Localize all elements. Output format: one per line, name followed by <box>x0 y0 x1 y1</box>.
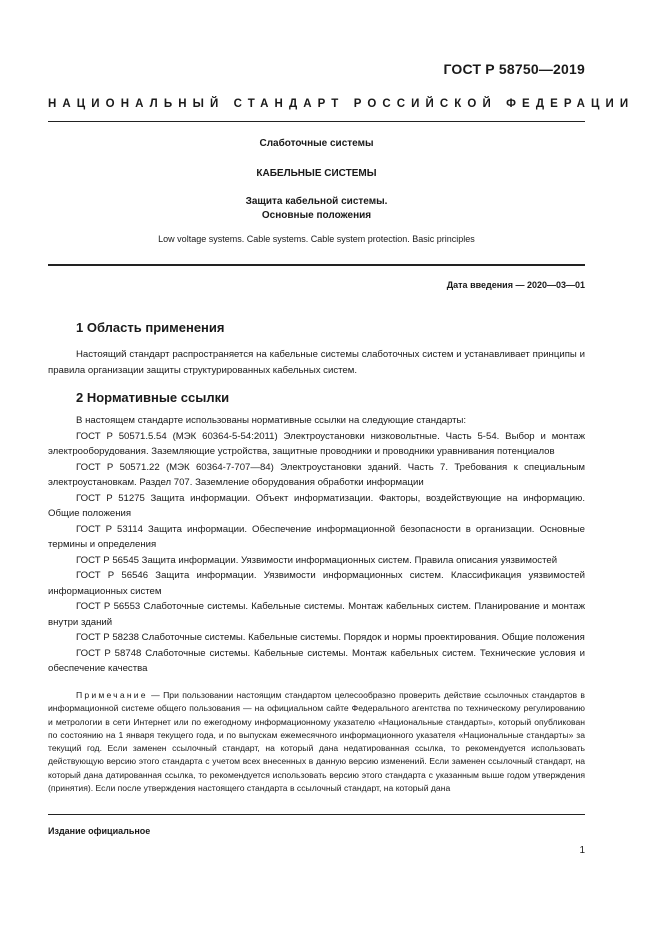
title-divider <box>48 264 585 266</box>
reference-item: ГОСТ Р 50571.22 (МЭК 60364-7-707—84) Электроустановки зданий. Часть 7. Требования к специальным электроустановкам. Раздел 707. Заземление оборудования обработки информации <box>48 461 585 488</box>
title-main: КАБЕЛЬНЫЕ СИСТЕМЫ <box>256 168 377 179</box>
introduction-date: Дата введения — 2020—03—01 <box>446 280 585 290</box>
reference-item: ГОСТ Р 56546 Защита информации. Уязвимости информационных систем. Классификация уязвимостей информационных систем <box>48 570 585 597</box>
official-edition-label: Издание официальное <box>48 826 151 836</box>
references-list <box>48 413 585 677</box>
footer-divider <box>48 814 585 815</box>
title-group-name: Слаботочные системы <box>259 138 374 149</box>
reference-item: ГОСТ Р 51275 Защита информации. Объект информатизации. Факторы, воздействующие на информацию. Общие положения <box>48 492 585 519</box>
title-subtitle-line1: Защита кабельной системы. <box>245 196 388 207</box>
title-subtitle <box>48 195 585 223</box>
header-divider <box>48 121 585 122</box>
title-english: Low voltage systems. Cable systems. Cable system protection. Basic principles <box>158 234 475 244</box>
reference-item: ГОСТ Р 58238 Слаботочные системы. Кабельные системы. Порядок и нормы проектирования. Общие положения <box>76 632 585 643</box>
standard-code: ГОСТ Р 58750—2019 <box>443 61 585 77</box>
note-text: — При пользовании настоящим стандартом целесообразно проверить действие ссылочных стандартов в информационной системе общего пользования — на официальном сайте Федерального агентства по техническому регулированию и метрологии в сети Интернет или по ежегодному информационному указателю «Национальные стандарты», который опубликован по состоянию на 1 января текущего года, и по выпускам ежемесячного информационного указателя «Национальные стандарты» за текущий год. Если заменен ссылочный стандарт, на который дана недатированная ссылка, то рекомендуется использовать действующую версию этого стандарта с учетом всех внесенных в данную версию изменений. Если заменен ссылочный стандарт, на который дана датированная ссылка, то рекомендуется использовать версию этого стандарта с указанным выше годом утверждения (принятия). Если после утверждения настоящего стандарта в ссылочный стандарт, на который дана <box>48 690 586 794</box>
reference-item: ГОСТ Р 53114 Защита информации. Обеспечение информационной безопасности в организации. Основные термины и определения <box>48 523 585 550</box>
references-intro: В настоящем стандарте использованы нормативные ссылки на следующие стандарты: <box>76 415 467 426</box>
reference-item: ГОСТ Р 56545 Защита информации. Уязвимости информационных систем. Правила описания уязвимостей <box>76 554 558 566</box>
section-1-text: Настоящий стандарт распространяется на кабельные системы слаботочных систем и устанавливает принципы и правила организации защиты структурированных кабельных систем. <box>48 349 585 376</box>
page-number: 1 <box>579 845 585 856</box>
national-standard-banner: НАЦИОНАЛЬНЫЙ СТАНДАРТ РОССИЙСКОЙ ФЕДЕРАЦИИ <box>48 98 635 110</box>
section-2-heading: 2 Нормативные ссылки <box>76 390 230 405</box>
section-1-heading: 1 Область применения <box>76 320 225 335</box>
reference-item: ГОСТ Р 58748 Слаботочные системы. Кабельные системы. Монтаж кабельных систем. Технические условия и обеспечение качества <box>48 647 585 674</box>
reference-item: ГОСТ Р 50571.5.54 (МЭК 60364-5-54:2011) Электроустановки низковольтные. Часть 5-54. Выбор и монтаж электрооборудования. Заземляющие устройства, защитные проводники и проводники уравнивания потенциалов <box>48 430 585 457</box>
note-paragraph <box>48 689 585 795</box>
reference-item: ГОСТ Р 56553 Слаботочные системы. Кабельные системы. Монтаж кабельных систем. Планирование и монтаж внутри зданий <box>48 601 585 628</box>
note-label: Примечание <box>76 690 148 700</box>
title-subtitle-line2: Основные положения <box>261 210 372 221</box>
